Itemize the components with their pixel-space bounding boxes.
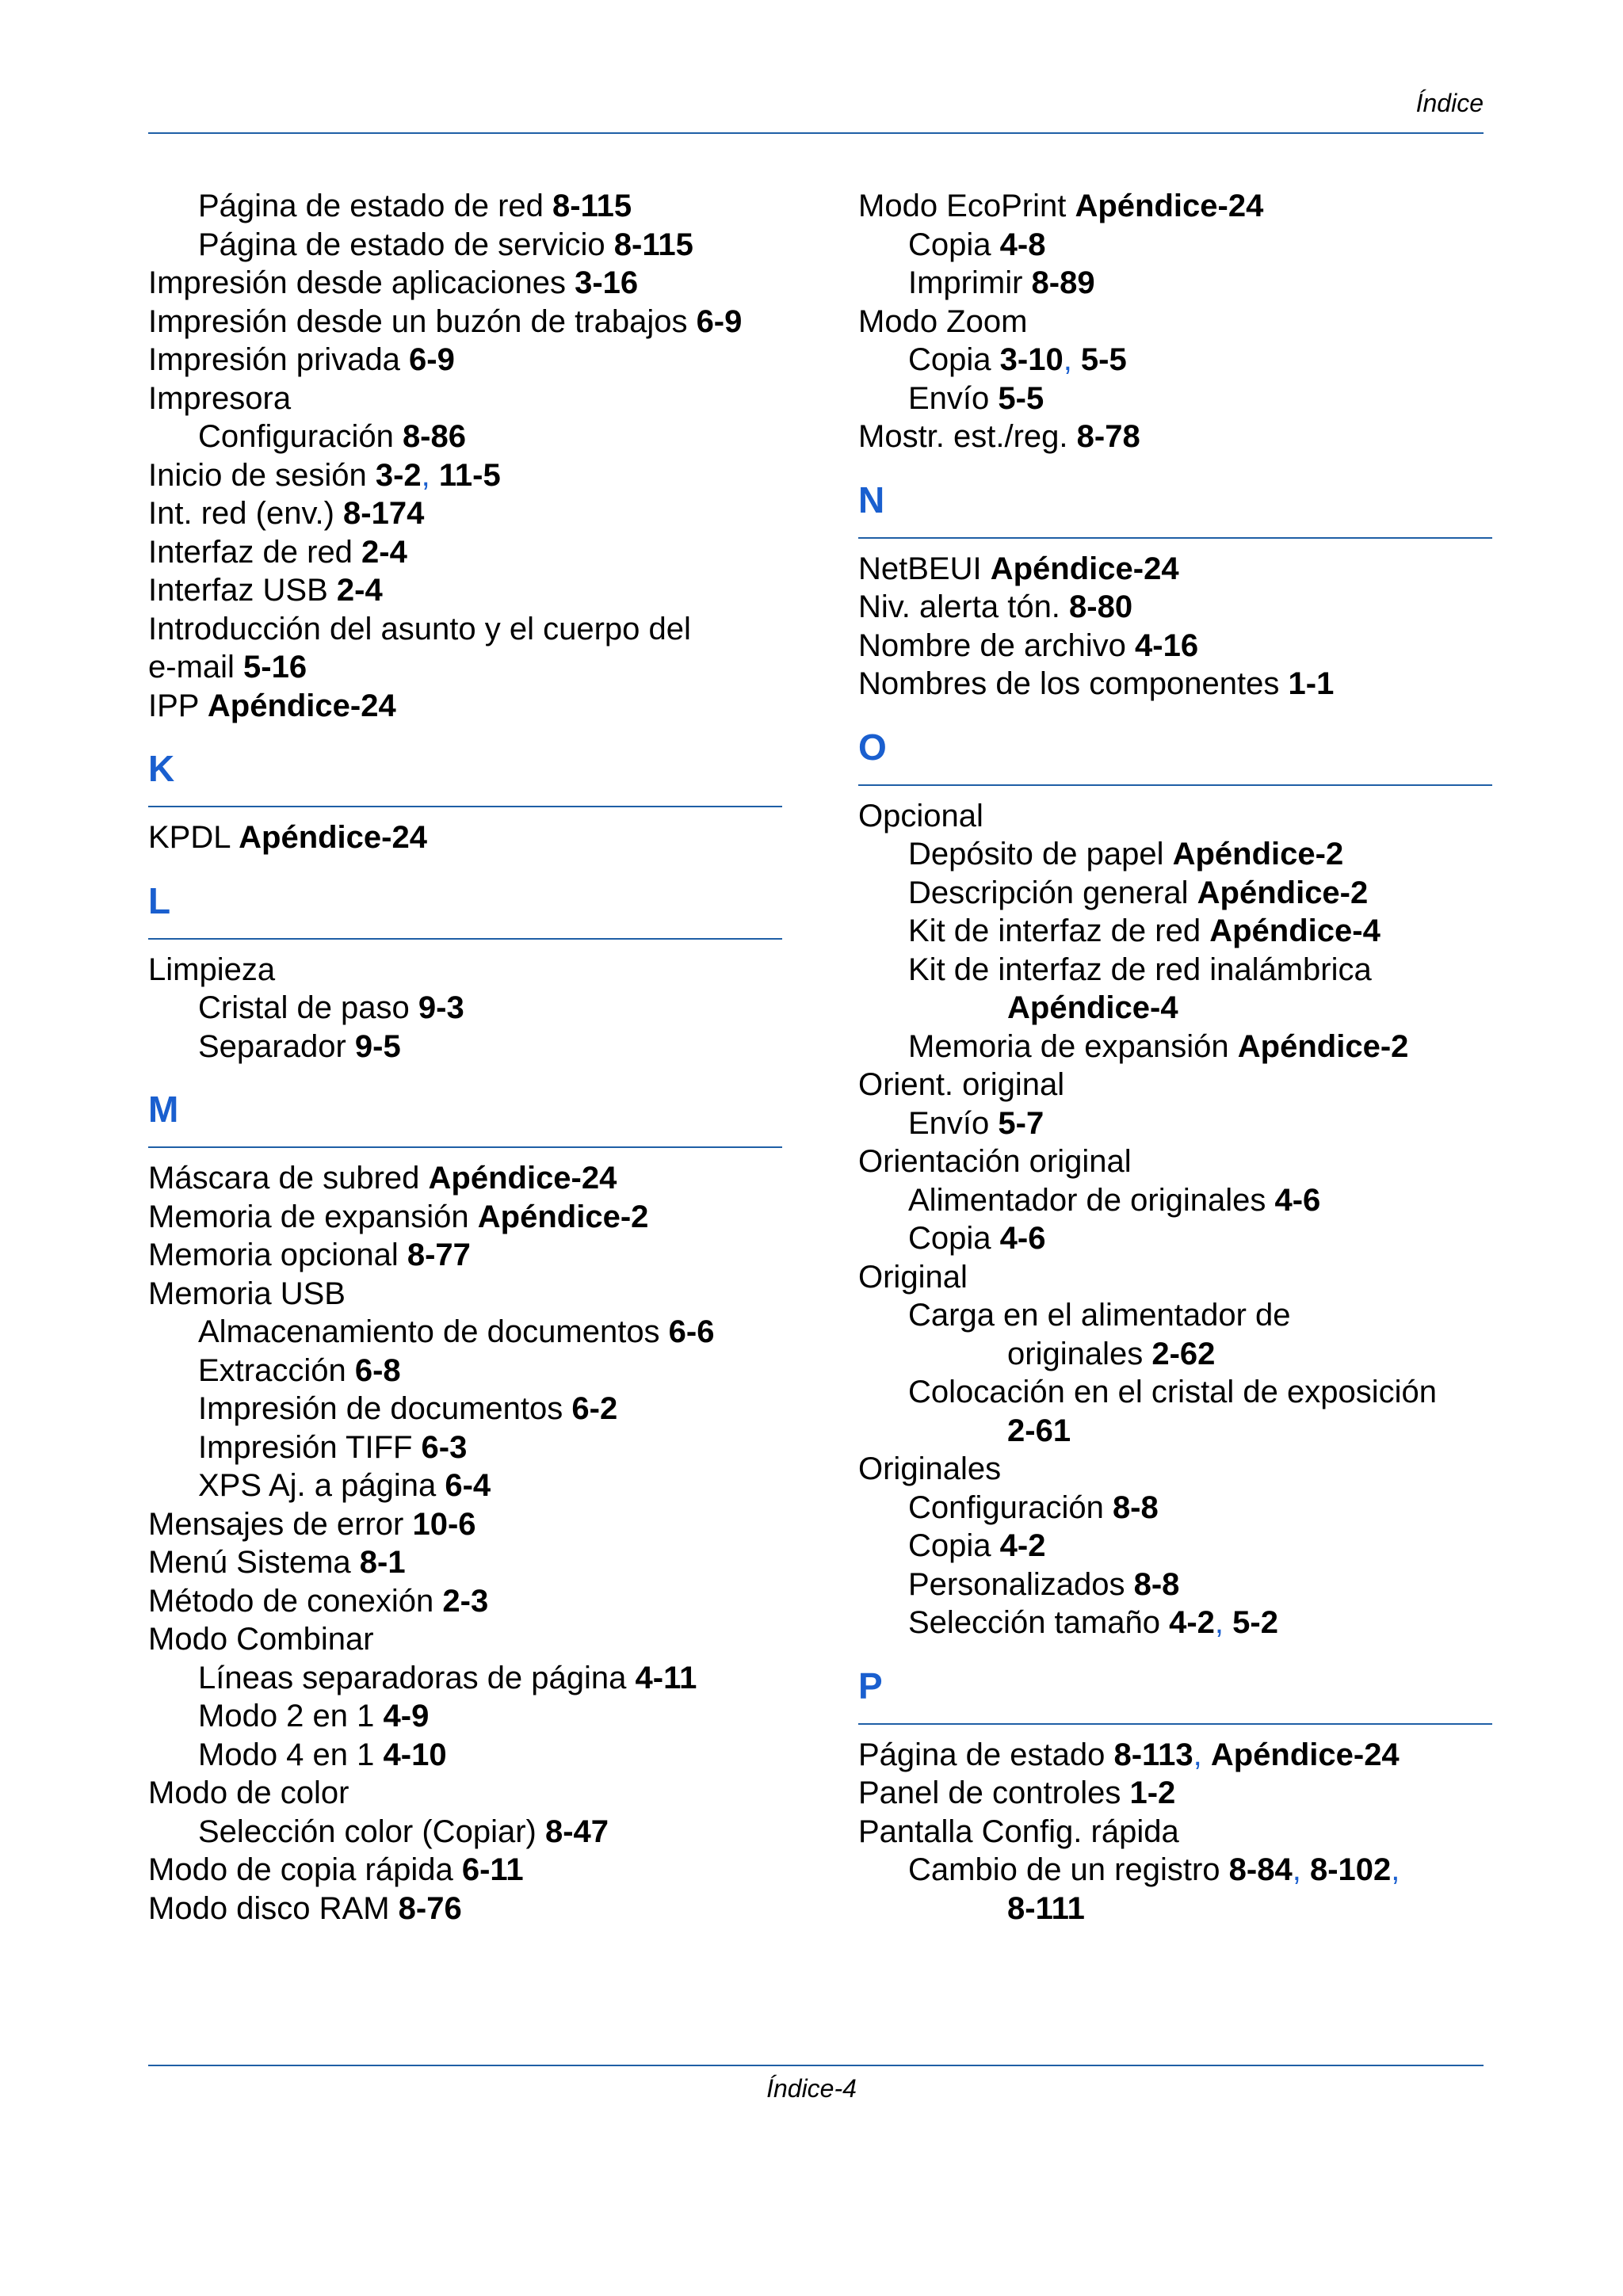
page-reference-link[interactable]: 8-111 [1007, 1890, 1085, 1926]
page-reference-link[interactable]: 8-76 [398, 1890, 462, 1926]
entry-term: originales [1007, 1336, 1152, 1371]
index-entry [148, 687, 782, 726]
page-reference-link[interactable]: Apéndice-2 [477, 1199, 649, 1234]
index-entry [148, 1736, 782, 1775]
entry-term: Inicio de sesión [148, 457, 376, 493]
index-entry [858, 418, 1492, 456]
entry-term: Líneas separadoras de página [198, 1660, 636, 1695]
page-reference-link[interactable]: 8-84 [1228, 1852, 1293, 1887]
page-reference-link[interactable]: 2-62 [1151, 1336, 1216, 1371]
entry-term: Orient. original [858, 1067, 1065, 1102]
ref-separator: , [1193, 1737, 1211, 1772]
index-entry [858, 1181, 1492, 1220]
entry-term: Envío [908, 380, 999, 416]
section-letter: L [148, 879, 171, 921]
entry-term: Memoria opcional [148, 1238, 407, 1272]
section-letter: P [858, 1665, 883, 1707]
page-reference-link[interactable]: 8-115 [552, 189, 632, 223]
page-reference-link[interactable]: 11-5 [438, 457, 501, 493]
index-entry [858, 665, 1492, 704]
index-entry [858, 874, 1492, 913]
index-entry [858, 550, 1492, 589]
page-reference-link[interactable]: 3-16 [575, 265, 639, 300]
page-reference-link[interactable]: 4-8 [999, 227, 1046, 262]
index-entry [148, 379, 782, 418]
entry-term: Modo 2 en 1 [198, 1699, 384, 1733]
page-reference-link[interactable]: 8-80 [1069, 589, 1133, 624]
index-entry [858, 1296, 1492, 1335]
entry-term: Selección color (Copiar) [198, 1814, 545, 1849]
index-entry [858, 1104, 1492, 1143]
section-rule [858, 784, 1492, 786]
page-reference-link[interactable]: 2-4 [361, 534, 407, 570]
section-header [858, 475, 1492, 539]
index-entry [148, 1236, 782, 1275]
ref-separator: , [1292, 1852, 1310, 1887]
entry-term: Opcional [858, 798, 983, 833]
index-entry [148, 1390, 782, 1428]
index-entry [148, 1851, 782, 1890]
entry-term: KPDL [148, 820, 239, 855]
index-entry [858, 835, 1492, 874]
ref-separator: , [421, 457, 439, 493]
entry-term: Configuración [198, 419, 403, 454]
index-entry [858, 1335, 1492, 1374]
section-header [148, 1085, 782, 1148]
page-reference-link[interactable]: 5-5 [998, 380, 1044, 416]
entry-term: Colocación en el cristal de exposición [908, 1375, 1438, 1409]
index-entry [148, 1813, 782, 1852]
entry-term: Mensajes de error [148, 1506, 413, 1542]
index-entry [148, 1697, 782, 1736]
index-entry [858, 1258, 1492, 1297]
page-reference-link[interactable]: 6-4 [445, 1468, 491, 1503]
index-entry [858, 1813, 1492, 1852]
entry-term: Impresión privada [148, 342, 410, 377]
section-header [148, 744, 782, 807]
section-header [858, 1661, 1492, 1725]
page-reference-link[interactable]: 5-7 [998, 1105, 1044, 1141]
entry-term: Impresión desde un buzón de trabajos [148, 303, 697, 339]
index-entry [148, 533, 782, 572]
index-entry [858, 1604, 1492, 1642]
page-reference-link[interactable]: 4-16 [1135, 627, 1199, 663]
entry-term: Limpieza [148, 952, 276, 987]
index-entry [148, 264, 782, 303]
page-reference-link[interactable]: 8-8 [1133, 1566, 1180, 1602]
index-entry [148, 187, 782, 226]
index-entry [148, 571, 782, 610]
section-rule [148, 806, 782, 807]
page-reference-link[interactable]: 3-2 [375, 457, 422, 493]
index-entry [148, 1543, 782, 1582]
index-entry [148, 951, 782, 990]
page-reference-link[interactable]: 6-3 [421, 1429, 468, 1465]
index-column-left [148, 187, 782, 1928]
index-entry [148, 1620, 782, 1659]
running-head: Índice [1415, 89, 1484, 117]
index-entry [148, 494, 782, 533]
page-reference-link[interactable]: Apéndice-2 [1172, 837, 1344, 871]
index-entry [858, 1890, 1492, 1928]
entry-term: Almacenamiento de documentos [198, 1314, 669, 1349]
page-reference-link[interactable]: 5-5 [1080, 342, 1127, 377]
index-entry [148, 341, 782, 379]
page-reference-link[interactable]: Apéndice-4 [1209, 913, 1381, 948]
page-reference-link[interactable]: Apéndice-2 [1197, 875, 1369, 910]
page-reference-link[interactable]: 2-4 [336, 573, 383, 608]
entry-term: Kit de interfaz de red inalámbrica [908, 952, 1372, 987]
entry-term: Depósito de papel [908, 837, 1173, 871]
page-reference-link[interactable]: Apéndice-4 [1007, 990, 1178, 1025]
index-entry [148, 1890, 782, 1928]
page-reference-link[interactable]: Apéndice-24 [239, 820, 427, 855]
entry-term: Cambio de un registro [908, 1852, 1229, 1887]
entry-term: Impresión TIFF [198, 1429, 422, 1465]
index-entry [858, 797, 1492, 836]
page-reference-link[interactable]: 8-1 [359, 1545, 406, 1580]
entry-term: e-mail [148, 650, 244, 685]
index-entry [148, 989, 782, 1028]
index-entry [148, 648, 782, 687]
entry-term: Int. red (env.) [148, 496, 344, 531]
page-reference-link[interactable]: 8-113 [1113, 1737, 1193, 1772]
entry-term: Kit de interfaz de red [908, 913, 1210, 948]
index-entry [858, 588, 1492, 627]
index-column-right [858, 187, 1492, 1928]
entry-term: Envío [908, 1105, 999, 1141]
index-entry [148, 1582, 782, 1621]
entry-term: NetBEUI [858, 551, 991, 586]
section-letter: N [858, 479, 885, 521]
header-rule [148, 132, 1484, 134]
page-reference-link[interactable]: 5-16 [243, 650, 307, 685]
page-reference-link[interactable]: 8-77 [407, 1238, 471, 1272]
entry-term: Separador [198, 1028, 355, 1064]
section-rule [148, 1146, 782, 1148]
page-reference-link[interactable]: 5-2 [1232, 1605, 1278, 1640]
index-entry [148, 303, 782, 341]
page-reference-link[interactable]: 6-6 [668, 1314, 715, 1349]
entry-term: Descripción general [908, 875, 1197, 910]
page-reference-link[interactable]: 4-9 [383, 1699, 430, 1733]
index-entry [858, 627, 1492, 666]
entry-term: Página de estado [858, 1737, 1114, 1772]
entry-term: XPS Aj. a página [198, 1468, 445, 1503]
entry-term: Copia [908, 227, 1000, 262]
entry-term: Imprimir [908, 265, 1032, 300]
entry-term: Original [858, 1259, 968, 1295]
entry-term: Modo de color [148, 1775, 349, 1810]
page-reference-link[interactable]: 1-1 [1288, 666, 1335, 701]
index-entry [858, 1527, 1492, 1566]
page-reference-link[interactable]: 2-3 [442, 1583, 489, 1619]
section-letter: O [858, 726, 887, 768]
entry-term: Modo de copia rápida [148, 1852, 462, 1887]
page-reference-link[interactable]: 9-5 [354, 1028, 401, 1064]
footer-rule [148, 2065, 1484, 2066]
entry-term: Modo 4 en 1 [198, 1737, 384, 1772]
entry-term: Modo disco RAM [148, 1890, 399, 1926]
index-entry [148, 818, 782, 857]
index-entry [858, 1373, 1492, 1412]
entry-term: Impresión desde aplicaciones [148, 265, 575, 300]
index-entry [148, 456, 782, 495]
entry-term: Interfaz de red [148, 534, 362, 570]
index-entry [858, 264, 1492, 303]
page-reference-link[interactable]: 4-11 [635, 1660, 697, 1695]
page-reference-link[interactable]: 6-9 [409, 342, 455, 377]
index-entry [148, 1466, 782, 1505]
index-entry [858, 1028, 1492, 1066]
page-reference-link[interactable]: Apéndice-24 [428, 1161, 617, 1196]
entry-term: Pantalla Config. rápida [858, 1814, 1179, 1849]
page-reference-link[interactable]: 8-174 [343, 496, 425, 531]
page-reference-link[interactable]: 8-78 [1076, 419, 1140, 454]
entry-term: Panel de controles [858, 1775, 1130, 1810]
index-entry [858, 1066, 1492, 1104]
entry-term: Cristal de paso [198, 990, 418, 1025]
page-reference-link[interactable]: 8-89 [1031, 265, 1095, 300]
page-reference-link[interactable]: 4-2 [1169, 1605, 1215, 1640]
entry-term: IPP [148, 688, 208, 723]
entry-term: Introducción del asunto y el cuerpo del [148, 611, 691, 646]
entry-term: Orientación original [858, 1144, 1132, 1179]
entry-term: Máscara de subred [148, 1161, 429, 1196]
entry-term: Modo EcoPrint [858, 189, 1075, 223]
page-reference-link[interactable]: 1-2 [1129, 1775, 1176, 1810]
index-entry [858, 1489, 1492, 1527]
index-entry [148, 1352, 782, 1390]
index-entry [858, 1412, 1492, 1451]
index-entry [858, 1566, 1492, 1604]
index-entry [148, 1659, 782, 1698]
entry-term: Impresión de documentos [198, 1391, 572, 1426]
entry-term: Método de conexión [148, 1583, 443, 1619]
entry-term: Personalizados [908, 1566, 1134, 1602]
page-reference-link[interactable]: 10-6 [412, 1506, 476, 1542]
ref-separator: , [1063, 342, 1081, 377]
entry-term: Configuración [908, 1489, 1113, 1525]
page-reference-link[interactable]: 4-6 [999, 1221, 1046, 1256]
page-reference-link[interactable]: 8-102 [1309, 1852, 1392, 1887]
section-rule [858, 1723, 1492, 1725]
index-entry [858, 341, 1492, 379]
page-reference-link[interactable]: Apéndice-2 [1237, 1028, 1409, 1064]
index-entry [148, 418, 782, 456]
index-entry [858, 1774, 1492, 1813]
index-entry [858, 187, 1492, 226]
entry-term: Selección tamaño [908, 1605, 1170, 1640]
page-reference-link[interactable]: 8-115 [613, 227, 693, 262]
page-reference-link[interactable]: Apéndice-24 [1075, 189, 1264, 223]
index-entry [148, 1275, 782, 1314]
page-reference-link[interactable]: 8-47 [544, 1814, 609, 1849]
entry-term: Mostr. est./reg. [858, 419, 1077, 454]
index-entry [148, 226, 782, 265]
index-entry [148, 1428, 782, 1467]
entry-term: Memoria USB [148, 1276, 346, 1311]
page-number: Índice-4 [766, 2074, 857, 2103]
page-reference-link[interactable]: 6-2 [571, 1391, 618, 1426]
entry-term: Modo Combinar [148, 1622, 374, 1657]
index-entry [858, 912, 1492, 951]
index-entry [148, 1774, 782, 1813]
entry-term: Carga en el alimentador de [908, 1298, 1291, 1333]
section-header [148, 876, 782, 940]
page-reference-link[interactable]: 8-86 [402, 419, 466, 454]
page-reference-link[interactable]: Apéndice-24 [1210, 1737, 1400, 1772]
page-reference-link[interactable]: 6-9 [696, 303, 743, 339]
index-entry [858, 1851, 1492, 1890]
entry-term: Niv. alerta tón. [858, 589, 1070, 624]
entry-term: Memoria de expansión [148, 1199, 478, 1234]
ref-separator: , [1391, 1852, 1400, 1887]
page-reference-link[interactable]: Apéndice-24 [990, 551, 1179, 586]
index-entry [148, 610, 782, 649]
index-entry [858, 1736, 1492, 1775]
entry-term: Página de estado de servicio [198, 227, 614, 262]
index-entry [858, 1219, 1492, 1258]
entry-term: Originales [858, 1451, 1002, 1486]
entry-term: Alimentador de originales [908, 1182, 1275, 1218]
index-entry [858, 303, 1492, 341]
entry-term: Interfaz USB [148, 573, 337, 608]
page-reference-link[interactable]: 2-61 [1007, 1413, 1071, 1448]
section-letter: K [148, 748, 175, 789]
entry-term: Copia [908, 1221, 1000, 1256]
index-entry [858, 226, 1492, 265]
page-reference-link[interactable]: 8-8 [1112, 1489, 1159, 1525]
index-entry [148, 1505, 782, 1544]
index-entry [148, 1028, 782, 1066]
entry-term: Memoria de expansión [908, 1028, 1238, 1064]
page-reference-link[interactable]: 6-8 [354, 1352, 401, 1388]
entry-term: Menú Sistema [148, 1545, 360, 1580]
index-entry [148, 1198, 782, 1237]
ref-separator: , [1214, 1605, 1233, 1640]
entry-term: Nombre de archivo [858, 627, 1136, 663]
page-reference-link[interactable]: Apéndice-24 [207, 688, 396, 723]
index-entry [858, 1450, 1492, 1489]
page-reference-link[interactable]: 9-3 [418, 990, 464, 1025]
section-rule [148, 938, 782, 940]
page-reference-link[interactable]: 3-10 [999, 342, 1064, 377]
entry-term: Copia [908, 1528, 1000, 1563]
entry-term: Impresora [148, 380, 292, 416]
index-entry [858, 1142, 1492, 1181]
page-reference-link[interactable]: 4-2 [999, 1528, 1046, 1563]
index-entry [858, 989, 1492, 1028]
index-entry [148, 1159, 782, 1198]
index-entry [858, 951, 1492, 990]
entry-term: Nombres de los componentes [858, 666, 1289, 701]
page-reference-link[interactable]: 4-10 [383, 1737, 447, 1772]
section-header [858, 723, 1492, 786]
entry-term: Copia [908, 342, 1000, 377]
entry-term: Modo Zoom [858, 303, 1028, 339]
section-rule [858, 537, 1492, 539]
entry-term: Extracción [198, 1352, 355, 1388]
page-reference-link[interactable]: 6-11 [461, 1852, 524, 1887]
index-entry [858, 379, 1492, 418]
section-letter: M [148, 1089, 179, 1130]
entry-term: Página de estado de red [198, 189, 553, 223]
index-entry [148, 1313, 782, 1352]
page-reference-link[interactable]: 4-6 [1274, 1182, 1321, 1218]
